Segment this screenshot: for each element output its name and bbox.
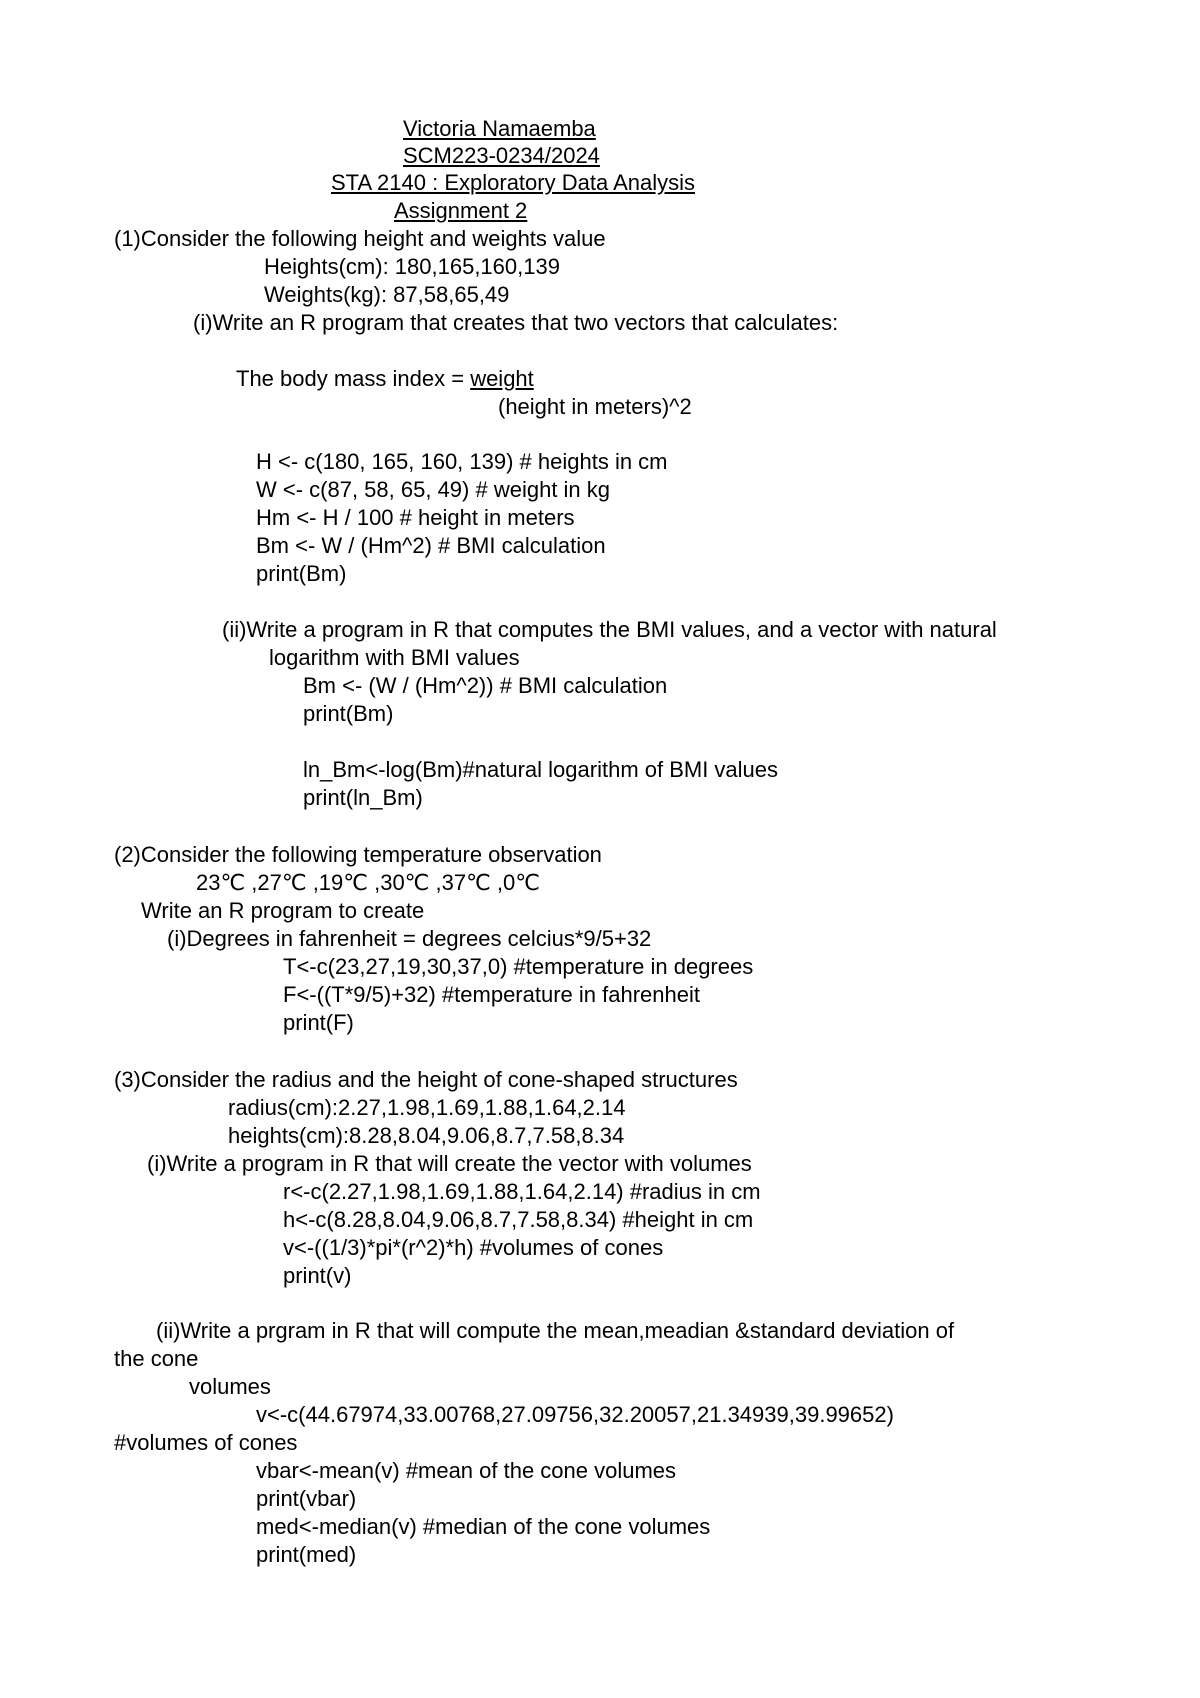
q1-code-line: Hm <- H / 100 # height in meters <box>256 505 575 530</box>
q3-code-line: v<-c(44.67974,33.00768,27.09756,32.20057,21.34939,39.99652) <box>256 1402 894 1427</box>
q3-code-line: vbar<-mean(v) #mean of the cone volumes <box>256 1458 677 1483</box>
q2-part-i: (i)Degrees in fahrenheit = degrees celcius*9/5+32 <box>167 926 652 951</box>
q3-code-line: med<-median(v) #median of the cone volumes <box>256 1514 711 1539</box>
q2-code-line: F<-((T*9/5)+32) #temperature in fahrenheit <box>283 982 700 1007</box>
q1-code-line: print(Bm) <box>256 561 347 586</box>
q3-code-line: #volumes of cones <box>114 1430 298 1455</box>
q1-code-line: Bm <- (W / (Hm^2)) # BMI calculation <box>303 673 668 698</box>
q1-weights: Weights(kg): 87,58,65,49 <box>264 282 510 307</box>
bmi-formula-numerator: weight <box>470 366 534 391</box>
q1-part-ii: (ii)Write a program in R that computes the BMI values, and a vector with natural <box>222 617 997 642</box>
registration-number: SCM223-0234/2024 <box>403 143 600 168</box>
q3-code-line: h<-c(8.28,8.04,9.06,8.7,7.58,8.34) #height in cm <box>283 1207 754 1232</box>
q1-part-ii-cont: logarithm with BMI values <box>269 645 520 670</box>
q1-prompt: (1)Consider the following height and weights value <box>114 226 606 251</box>
q1-part-i: (i)Write an R program that creates that two vectors that calculates: <box>193 310 839 335</box>
q2-write: Write an R program to create <box>141 898 425 923</box>
q3-part-ii: (ii)Write a prgram in R that will compute the mean,meadian &standard deviation of <box>156 1318 955 1343</box>
q1-code-line: W <- c(87, 58, 65, 49) # weight in kg <box>256 477 611 502</box>
q3-radius: radius(cm):2.27,1.98,1.69,1.88,1.64,2.14 <box>228 1095 626 1120</box>
q3-code-line: print(vbar) <box>256 1486 357 1511</box>
q3-prompt: (3)Consider the radius and the height of cone-shaped structures <box>114 1067 738 1092</box>
q1-heights: Heights(cm): 180,165,160,139 <box>264 254 560 279</box>
q3-part-i: (i)Write a program in R that will create the vector with volumes <box>147 1151 752 1176</box>
q3-heights: heights(cm):8.28,8.04,9.06,8.7,7.58,8.34 <box>228 1123 625 1148</box>
q3-part-ii-cont: the cone <box>114 1346 199 1371</box>
q2-code-line: print(F) <box>283 1010 354 1035</box>
q1-code-line: Bm <- W / (Hm^2) # BMI calculation <box>256 533 606 558</box>
q3-code-line: print(v) <box>283 1263 352 1288</box>
q3-part-ii-cont: volumes <box>189 1374 271 1399</box>
bmi-formula-prefix: The body mass index = <box>236 366 471 391</box>
q2-prompt: (2)Consider the following temperature observation <box>114 842 602 867</box>
q3-code-line: v<-((1/3)*pi*(r^2)*h) #volumes of cones <box>283 1235 664 1260</box>
q1-code-line: ln_Bm<-log(Bm)#natural logarithm of BMI values <box>303 757 779 782</box>
assignment-title: Assignment 2 <box>394 198 528 223</box>
course-title: STA 2140 : Exploratory Data Analysis <box>331 170 695 195</box>
q3-code-line: print(med) <box>256 1542 357 1567</box>
q1-code-line: H <- c(180, 165, 160, 139) # heights in cm <box>256 449 668 474</box>
q3-code-line: r<-c(2.27,1.98,1.69,1.88,1.64,2.14) #radius in cm <box>283 1179 761 1204</box>
q1-code-line: print(ln_Bm) <box>303 785 423 810</box>
bmi-formula <box>236 366 534 392</box>
q2-temperatures: 23℃ ,27℃ ,19℃ ,30℃ ,37℃ ,0℃ <box>196 870 540 895</box>
author-name: Victoria Namaemba <box>403 116 596 141</box>
q1-code-line: print(Bm) <box>303 701 394 726</box>
bmi-formula-denominator: (height in meters)^2 <box>498 394 692 419</box>
q2-code-line: T<-c(23,27,19,30,37,0) #temperature in degrees <box>283 954 754 979</box>
